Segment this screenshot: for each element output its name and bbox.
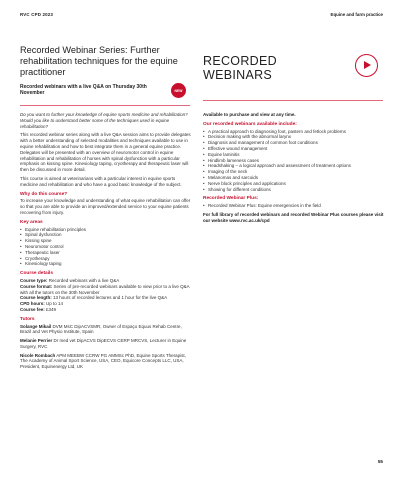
webinar-plus-item: • Recorded Webinar Plus: Equine emergencies in the field (203, 203, 385, 209)
webinar-item: • Equine laminitis (203, 152, 385, 158)
website-footer-text: For full library of recorded webinars and recorded Webinar Plus courses please visit our website www.rvc.ac.uk/cpd (203, 211, 384, 223)
recorded-webinars-column (203, 112, 385, 227)
recorded-divider (203, 100, 383, 101)
recorded-title-line2: WEBINARS (203, 68, 273, 82)
course-subtitle: Recorded webinars with a live Q&A on Thursday 30th November (20, 84, 147, 97)
page-number: 55 (377, 459, 383, 464)
detail-line (20, 307, 192, 313)
tutor-name: Nicole Rombach (20, 352, 56, 358)
play-icon (355, 54, 378, 77)
tutor-credentials: DVM MsC DipACVSMR, Owner of Espaço Equus Rehab Centre, Brazil and Vet Physio Institute, Spain (20, 323, 182, 335)
webinar-plus-heading: Recorded Webinar Plus: (203, 196, 259, 202)
webinar-item: • Diagnosis and management of common foot conditions (203, 140, 385, 146)
why-heading: Why do this course? (20, 191, 68, 197)
why-text: To increase your knowledge and understanding of what equine rehabilitation can offer so that you are able to provide an improved/extended service to your equine patients recovering from injury. (20, 198, 191, 215)
course-details-heading: Course details (20, 271, 54, 277)
webinar-item: • Nerve block principles and applications (203, 181, 385, 187)
key-area-item: • Neuromotor control (20, 244, 192, 250)
key-area-item: • Equine rehabilitation principles (20, 227, 192, 233)
webinar-item: • Hindlimb lameness cases (203, 158, 385, 164)
webinar-list (203, 129, 385, 193)
detail-value: £349 (44, 306, 57, 312)
course-details (20, 278, 192, 313)
tutor-credentials: APM MEEBW CCRW PG AMMSc PhD, Equine Sports Therapist, The Academy of Animal Sport Science, USA, CEO, Equicore Concepts LLC, USA, President, Equinenergy Ltd, UK (20, 352, 186, 370)
new-badge: NEW (171, 83, 186, 98)
webinar-item: • Decision making with the abnormal larynx (203, 134, 385, 140)
webinar-plus-list (203, 203, 385, 209)
title-divider (20, 105, 190, 106)
key-area-item: • Cryotherapy (20, 256, 192, 262)
course-paragraph-1: This recorded webinar series along with a live Q&A session aims to provide delegates with a better understanding of selected modalities and techniques available to use in equine rehabilitation and how to best integrate them in a general equine practice. Delegates will be presented with an overview of neuromotor control in equine rehabilitation and rehabilitation of horses with spinal dysfunction with a particular emphasis on kissing spine. Kinesiology taping, cryotherapy and therapeutic laser will then be discussed in more detail. (20, 132, 191, 173)
tutor-entry (20, 353, 192, 370)
tutor-credentials: Dr med vet DipACVS DipECVS CERP MRCVS, Lecturer in Equine Surgery, RVC (20, 338, 187, 349)
detail-value: Up to 14 (44, 301, 64, 307)
tutors-list (20, 324, 192, 371)
webinar-item: • Showing for different conditions (203, 187, 385, 193)
key-area-item: • Spinal dysfunction (20, 232, 192, 238)
tutors-heading: Tutors (20, 316, 35, 322)
webinar-item: • Effective wound management (203, 146, 385, 152)
detail-value: Series of pre-recorded webinars available to view prior to a live Q&A with all the tutors on the 30th November (20, 283, 190, 295)
webinar-item: • A practical approach to diagnosing foot, pastern and fetlock problems (203, 129, 385, 135)
header-publication: RVC CPD 2023 (20, 12, 54, 17)
tutor-entry (20, 324, 192, 336)
key-areas-list (20, 227, 192, 268)
course-intro: Do you want to further your knowledge of equine sports medicine and rehabilitation? Would you like to understand better some of the techniques used in equine rehabilitation? (20, 112, 188, 129)
detail-label: Course fee: (20, 306, 45, 312)
webinar-item: • Melanomas and sarcoids (203, 175, 385, 181)
key-area-item: • Kissing spine (20, 238, 192, 244)
key-areas-heading: Key areas (20, 219, 43, 225)
detail-label: Course length: (20, 295, 52, 301)
key-area-item: • Kinesiology taping (20, 261, 192, 267)
detail-label: Course format: (20, 283, 53, 289)
detail-label: Course type: (20, 277, 48, 283)
availability-text: Available to purchase and view at any time. (203, 112, 296, 117)
recorded-webinars-title (203, 54, 343, 82)
tutor-name: Solange Mikail (20, 323, 52, 329)
webinar-list-heading: Our recorded webinars available include: (203, 121, 297, 127)
header-section: Equine and farm practice (330, 12, 383, 17)
course-paragraph-2: This course is aimed at veterinarians with a particular interest in equine sports medicine and rehabilitation and who have a good basic knowledge of the subject. (20, 175, 182, 187)
course-title: Recorded Webinar Series: Further rehabilitation techniques for the equine practitioner (20, 45, 178, 77)
page-header (20, 12, 383, 20)
detail-value: Recorded webinars with a live Q&A (47, 277, 120, 283)
key-area-item: • Therapeutic laser (20, 250, 192, 256)
tutor-entry (20, 338, 192, 350)
detail-line (20, 284, 192, 296)
tutor-name: Melanie Perrier (20, 338, 53, 344)
course-description-column (20, 112, 192, 373)
detail-value: 13 hours of recorded lectures and 1 hour for the live Q&A (51, 295, 168, 301)
webinar-item: • Imaging of the neck (203, 169, 385, 175)
detail-label: CPD hours: (20, 301, 45, 307)
recorded-title-line1: RECORDED (203, 54, 277, 68)
webinar-item: • Headshaking – a logical approach and assessment of treatment options (203, 163, 385, 169)
